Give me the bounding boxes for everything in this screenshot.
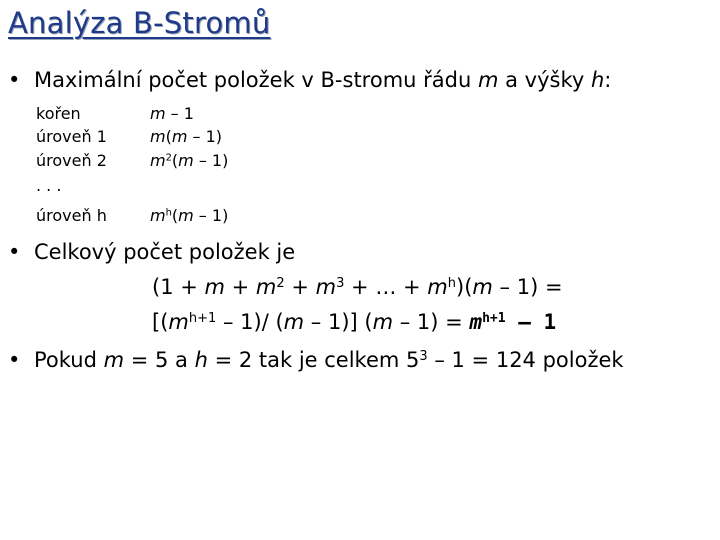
var-m: m [472, 275, 493, 299]
exponent: 3 [336, 275, 345, 291]
var-m: m [150, 104, 166, 123]
text-segment: = 5 a [124, 348, 195, 372]
bullet-total [8, 240, 295, 264]
var-m: m [150, 151, 166, 170]
text-segment: Celkový počet položek je [34, 240, 296, 264]
exponent: 3 [419, 348, 428, 364]
bullet-example [8, 348, 624, 372]
text-segment: Pokud [34, 348, 104, 372]
text-segment: [( [152, 310, 169, 334]
bullet-dot: • [8, 240, 21, 264]
level-count-2 [150, 151, 228, 170]
bullet-dot: • [8, 68, 21, 92]
level-label-1: úroveň 1 [36, 127, 107, 146]
text-segment: ( [165, 127, 172, 146]
text-segment-bold: – 1 [505, 310, 557, 334]
var-m: m [103, 348, 125, 372]
var-m: m [204, 275, 225, 299]
var-m: m [372, 310, 394, 334]
text-segment: – 1)/ ( [216, 310, 284, 334]
var-m: m [255, 275, 277, 299]
slide-title: Analýza B-Stromů [8, 6, 271, 40]
text-segment: : [604, 68, 612, 92]
text-segment: )( [456, 275, 473, 299]
var-m: m [178, 151, 194, 170]
text-segment: ( [171, 151, 179, 170]
bullet-dot: • [8, 348, 21, 372]
exponent-bold: h+1 [482, 310, 506, 326]
level-label-2: úroveň 2 [36, 151, 107, 170]
level-label-root: kořen [36, 104, 81, 123]
text-segment: – 1) = [492, 275, 563, 299]
var-m: m [283, 310, 305, 334]
text-segment: – 1 [165, 104, 194, 123]
var-m: m [150, 206, 166, 225]
level-label-h: úroveň h [36, 206, 107, 225]
text-segment: Maximální počet položek v B-stromu řádu [34, 68, 478, 92]
var-m: m [178, 206, 194, 225]
var-m: m [315, 275, 337, 299]
var-m: m [477, 68, 499, 92]
exponent: h+1 [188, 310, 217, 326]
text-segment: ( [171, 206, 179, 225]
text-segment: – 1) = [393, 310, 470, 334]
var-h: h [590, 68, 605, 92]
var-m-bold: m [469, 310, 483, 334]
var-m: m [427, 275, 448, 299]
level-label-ellipsis: . . . [36, 176, 62, 195]
var-m: m [168, 310, 189, 334]
text-segment: (1 + [152, 275, 205, 299]
bullet-max-items [8, 68, 611, 92]
text-segment: a výšky [498, 68, 591, 92]
text-segment: = 2 tak je celkem 5 [207, 348, 420, 372]
equation-result [152, 310, 556, 334]
var-h: h [194, 348, 208, 372]
level-count-h [150, 206, 228, 225]
level-count-root [150, 104, 194, 123]
exponent: 2 [165, 152, 172, 164]
text-segment: + … + [344, 275, 428, 299]
text-segment: + [224, 275, 256, 299]
text-segment: – 1) [193, 151, 229, 170]
exponent: h [165, 207, 172, 219]
text-segment: – 1) [193, 206, 229, 225]
text-segment: – 1)] ( [304, 310, 373, 334]
exponent: h [447, 275, 456, 291]
text-segment: + [284, 275, 316, 299]
equation-sum [152, 275, 563, 299]
text-segment: – 1) [187, 127, 223, 146]
text-segment: – 1 = 124 položek [427, 348, 624, 372]
var-m: m [150, 127, 166, 146]
level-count-1 [150, 127, 222, 146]
exponent: 2 [276, 275, 285, 291]
var-m: m [171, 127, 188, 146]
